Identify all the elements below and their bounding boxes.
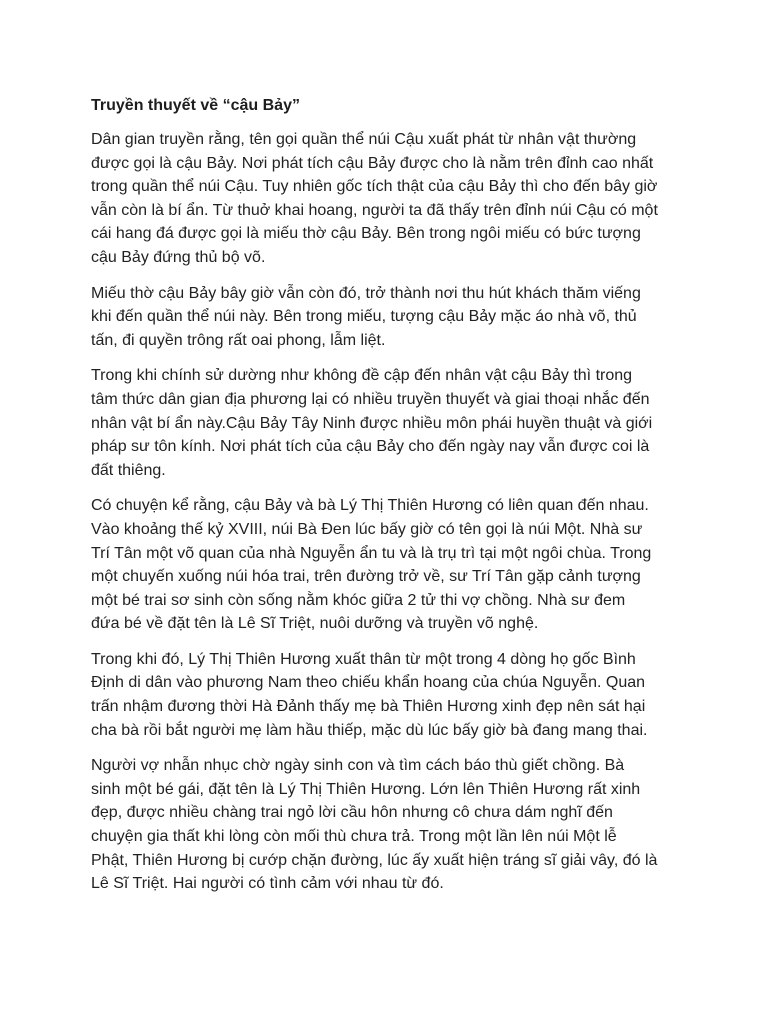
paragraph-line: cái hang đá được gọi là miếu thờ cậu Bảy. Bên trong ngôi miếu có bức tượng — [91, 225, 641, 243]
paragraph-line: tâm thức dân gian địa phương lại có nhiều truyền thuyết và giai thoại nhắc đến — [91, 390, 650, 408]
paragraph-line: pháp sư tôn kính. Nơi phát tích của cậu Bảy cho đến ngày nay vẫn được coi là — [91, 438, 650, 456]
paragraph-line: Trong khi chính sử dường như không đề cập đến nhân vật cậu Bảy thì trong — [91, 367, 633, 385]
paragraph-line: Định di dân vào phương Nam theo chiếu khẩn hoang của chúa Nguyễn. Quan — [91, 674, 646, 692]
paragraph-line: vẫn còn là bí ẩn. Từ thuở khai hoang, người ta đã thấy trên đỉnh núi Cậu có một — [91, 201, 658, 219]
paragraph-line: Trí Tân một võ quan của nhà Nguyễn ẩn tu và là trụ trì tại một ngôi chùa. Trong — [91, 544, 652, 562]
paragraph-line: cậu Bảy đứng thủ bộ võ. — [91, 248, 266, 266]
paragraph-line: Phật, Thiên Hương bị cướp chặn đường, lúc ấy xuất hiện tráng sĩ giải vây, đó là — [91, 851, 658, 869]
paragraph-line: trong quần thể núi Cậu. Tuy nhiên gốc tích thật của cậu Bảy thì cho đến bây giờ — [91, 178, 658, 196]
paragraph-3 — [91, 364, 691, 482]
paragraph-line: Dân gian truyền rằng, tên gọi quần thể núi Cậu xuất phát từ nhân vật thường — [91, 131, 637, 148]
paragraph-4 — [91, 494, 691, 636]
paragraph-line: Trong khi đó, Lý Thị Thiên Hương xuất thân từ một trong 4 dòng họ gốc Bình — [91, 650, 636, 668]
paragraph-6 — [91, 754, 691, 896]
paragraph-line: đứa bé về đặt tên là Lê Sĩ Triệt, nuôi dưỡng và truyền võ nghệ. — [91, 615, 539, 633]
paragraph-5 — [91, 648, 691, 742]
paragraph-line: Lê Sĩ Triệt. Hai người có tình cảm với nhau từ đó. — [91, 875, 444, 893]
paragraph-line: đẹp, được nhiều chàng trai ngỏ lời cầu hôn nhưng cô chưa dám nghĩ đến — [91, 804, 613, 822]
paragraph-line: cha bà rồi bắt người mẹ làm hầu thiếp, mặc dù lúc bấy giờ bà đang mang thai. — [91, 721, 648, 739]
paragraph-line: Người vợ nhẫn nhục chờ ngày sinh con và tìm cách báo thù giết chồng. Bà — [91, 757, 625, 775]
paragraph-line: sinh một bé gái, đặt tên là Lý Thị Thiên Hương. Lớn lên Thiên Hương rất xinh — [91, 780, 641, 798]
paragraph-line: trấn nhậm đương thời Hà Đảnh thấy mẹ bà Thiên Hương xinh đẹp nên sát hại — [91, 698, 646, 716]
paragraph-line: Miếu thờ cậu Bảy bây giờ vẫn còn đó, trở thành nơi thu hút khách thăm viếng — [91, 284, 641, 302]
paragraph-line: khi đến quần thể núi này. Bên trong miếu, tượng cậu Bảy mặc áo nhà võ, thủ — [91, 308, 637, 326]
paragraph-line: một bé trai sơ sinh còn sống nằm khóc giữa 2 tử thi vợ chồng. Nhà sư đem — [91, 591, 626, 609]
paragraph-2 — [91, 282, 691, 353]
paragraph-line: đất thiêng. — [91, 461, 166, 479]
paragraph-1 — [91, 128, 691, 270]
paragraph-line: được gọi là cậu Bảy. Nơi phát tích cậu Bảy được cho là nằm trên đỉnh cao nhất — [91, 154, 654, 172]
paragraph-line: Vào khoảng thế kỷ XVIII, núi Bà Đen lúc bấy giờ có tên gọi là núi Một. Nhà sư — [91, 520, 643, 538]
article-title: Truyền thuyết về “cậu Bảy” — [91, 97, 300, 114]
document-page — [91, 94, 691, 908]
paragraph-line: tấn, đi quyền trông rất oai phong, lẫm liệt. — [91, 331, 386, 349]
paragraph-line: một chuyến xuống núi hóa trai, trên đường trở về, sư Trí Tân gặp cảnh tượng — [91, 568, 641, 586]
paragraph-line: nhân vật bí ẩn này.Cậu Bảy Tây Ninh được nhiều môn phái huyền thuật và giới — [91, 414, 653, 432]
paragraph-line: Có chuyện kể rằng, cậu Bảy và bà Lý Thị Thiên Hương có liên quan đến nhau. — [91, 497, 649, 515]
paragraph-line: chuyện gia thất khi lòng còn mối thù chưa trả. Trong một lần lên núi Một lễ — [91, 828, 617, 846]
